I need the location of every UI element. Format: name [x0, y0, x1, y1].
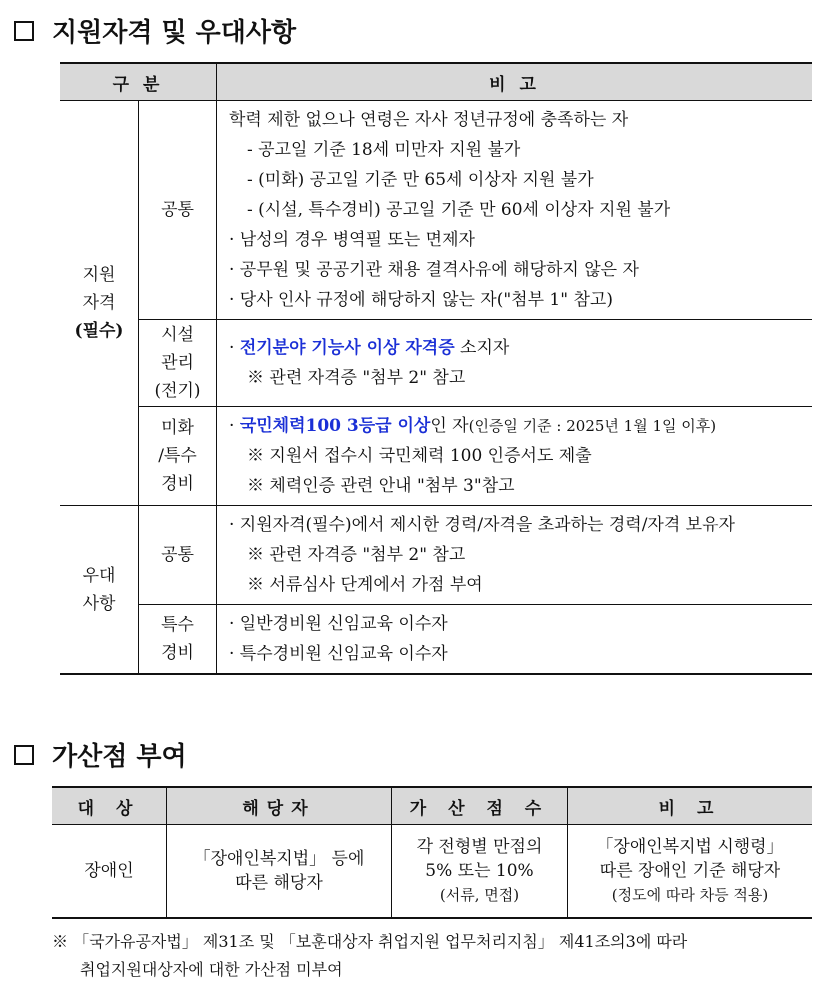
remark-line: 「장애인복지법 시행령」	[596, 837, 784, 857]
highlight-text: 전기분야 기능사 이상 자격증	[239, 338, 455, 358]
bullet: ·	[229, 416, 240, 436]
section-title-qualifications	[14, 12, 296, 49]
table-row	[52, 825, 812, 919]
target-cell: 장애인	[52, 825, 167, 919]
bullet: ·	[229, 338, 240, 358]
list-item: · 지원자격(필수)에서 제시한 경력/자격을 초과하는 경력/자격 보유자	[229, 515, 735, 535]
list-item: · 남성의 경우 병역필 또는 면제자	[229, 230, 475, 250]
row-pref-common-label: 공통	[139, 506, 217, 605]
list-item: · 당사 인사 규정에 해당하지 않는 자("첨부 1" 참고)	[229, 290, 613, 310]
row-clean-content	[217, 407, 813, 506]
points-line: 각 전형별 만점의	[416, 837, 543, 857]
table-row	[60, 101, 812, 320]
note: ※ 서류심사 단계에서 가점 부여	[247, 575, 483, 595]
list-item: - (시설, 특수경비) 공고일 기준 만 60세 이상자 지원 불가	[247, 200, 671, 220]
list-item: · 일반경비원 신임교육 이수자	[229, 614, 448, 634]
small-text: (인증일 기준 : 2025년 1월 1일 이후)	[468, 417, 717, 435]
checkbox-square-icon	[14, 21, 34, 41]
table-row	[60, 320, 812, 407]
highlight-text: 국민체력100 3등급 이상	[239, 416, 431, 436]
bonus-points-table	[52, 786, 812, 919]
remark-line: (정도에 따라 차등 적용)	[611, 886, 769, 904]
group-required-sub: (필수)	[74, 321, 124, 341]
list-item: - (미화) 공고일 기준 만 65세 이상자 지원 불가	[247, 170, 594, 190]
list-item: · 특수경비원 신임교육 이수자	[229, 644, 448, 664]
note: ※ 관련 자격증 "첨부 2" 참고	[247, 368, 466, 388]
table2-header-applicable: 해당자	[167, 787, 392, 825]
row-clean-label: 미화 /특수 경비	[139, 407, 217, 506]
points-line: (서류, 면접)	[439, 886, 520, 904]
table1-header-row	[60, 63, 812, 101]
points-cell	[392, 825, 568, 919]
remarks-cell	[568, 825, 813, 919]
table2-header-row	[52, 787, 812, 825]
group-preference-label: 우대 사항	[60, 506, 139, 675]
row-facility-content	[217, 320, 813, 407]
list-item	[229, 411, 812, 441]
note: ※ 체력인증 관련 안내 "첨부 3"참고	[247, 476, 515, 496]
group-required-label: 지원 자격	[82, 265, 116, 313]
section2-title-text: 가산점 부여	[52, 742, 187, 772]
list-item: - 공고일 기준 18세 미만자 지원 불가	[247, 140, 521, 160]
footnote-line: 취업지원대상자에 대한 가산점 미부여	[80, 960, 343, 979]
footnote	[52, 928, 687, 984]
section-title-bonus-points	[14, 736, 187, 773]
checkbox-square-icon	[14, 745, 34, 765]
table2-header-target: 대 상	[52, 787, 167, 825]
text: 인 자	[430, 416, 469, 436]
points-line: 5% 또는 10%	[425, 861, 534, 881]
list-item	[229, 333, 812, 363]
table1-header-remarks: 비 고	[217, 63, 813, 101]
table2-header-points: 가 산 점 수	[392, 787, 568, 825]
table-row	[60, 506, 812, 605]
applicable-cell: 「장애인복지법」 등에 따른 해당자	[167, 825, 392, 919]
table-row	[60, 407, 812, 506]
row-facility-label: 시설 관리 (전기)	[139, 320, 217, 407]
table2-header-remarks: 비 고	[568, 787, 813, 825]
row-common-content	[217, 101, 813, 320]
row-common-label: 공통	[139, 101, 217, 320]
remark-line: 따른 장애인 기준 해당자	[599, 861, 781, 881]
row-pref-common-content	[217, 506, 813, 605]
qualifications-table	[60, 62, 812, 675]
row-pref-special-label: 특수 경비	[139, 605, 217, 675]
note: ※ 지원서 접수시 국민체력 100 인증서도 제출	[247, 446, 592, 466]
list-item: · 공무원 및 공공기관 채용 결격사유에 해당하지 않은 자	[229, 260, 639, 280]
note: ※ 관련 자격증 "첨부 2" 참고	[247, 545, 466, 565]
row-pref-special-content	[217, 605, 813, 675]
list-item: 학력 제한 없으나 연령은 자사 정년규정에 충족하는 자	[229, 110, 629, 130]
section1-title-text: 지원자격 및 우대사항	[52, 18, 297, 48]
footnote-line: ※ 「국가유공자법」 제31조 및 「보훈대상자 취업지원 업무처리지침」 제41조의3에 따라	[52, 932, 688, 951]
group-required-cell	[60, 101, 139, 506]
table-row	[60, 605, 812, 675]
text: 소지자	[454, 338, 510, 358]
table1-header-category: 구 분	[60, 63, 217, 101]
